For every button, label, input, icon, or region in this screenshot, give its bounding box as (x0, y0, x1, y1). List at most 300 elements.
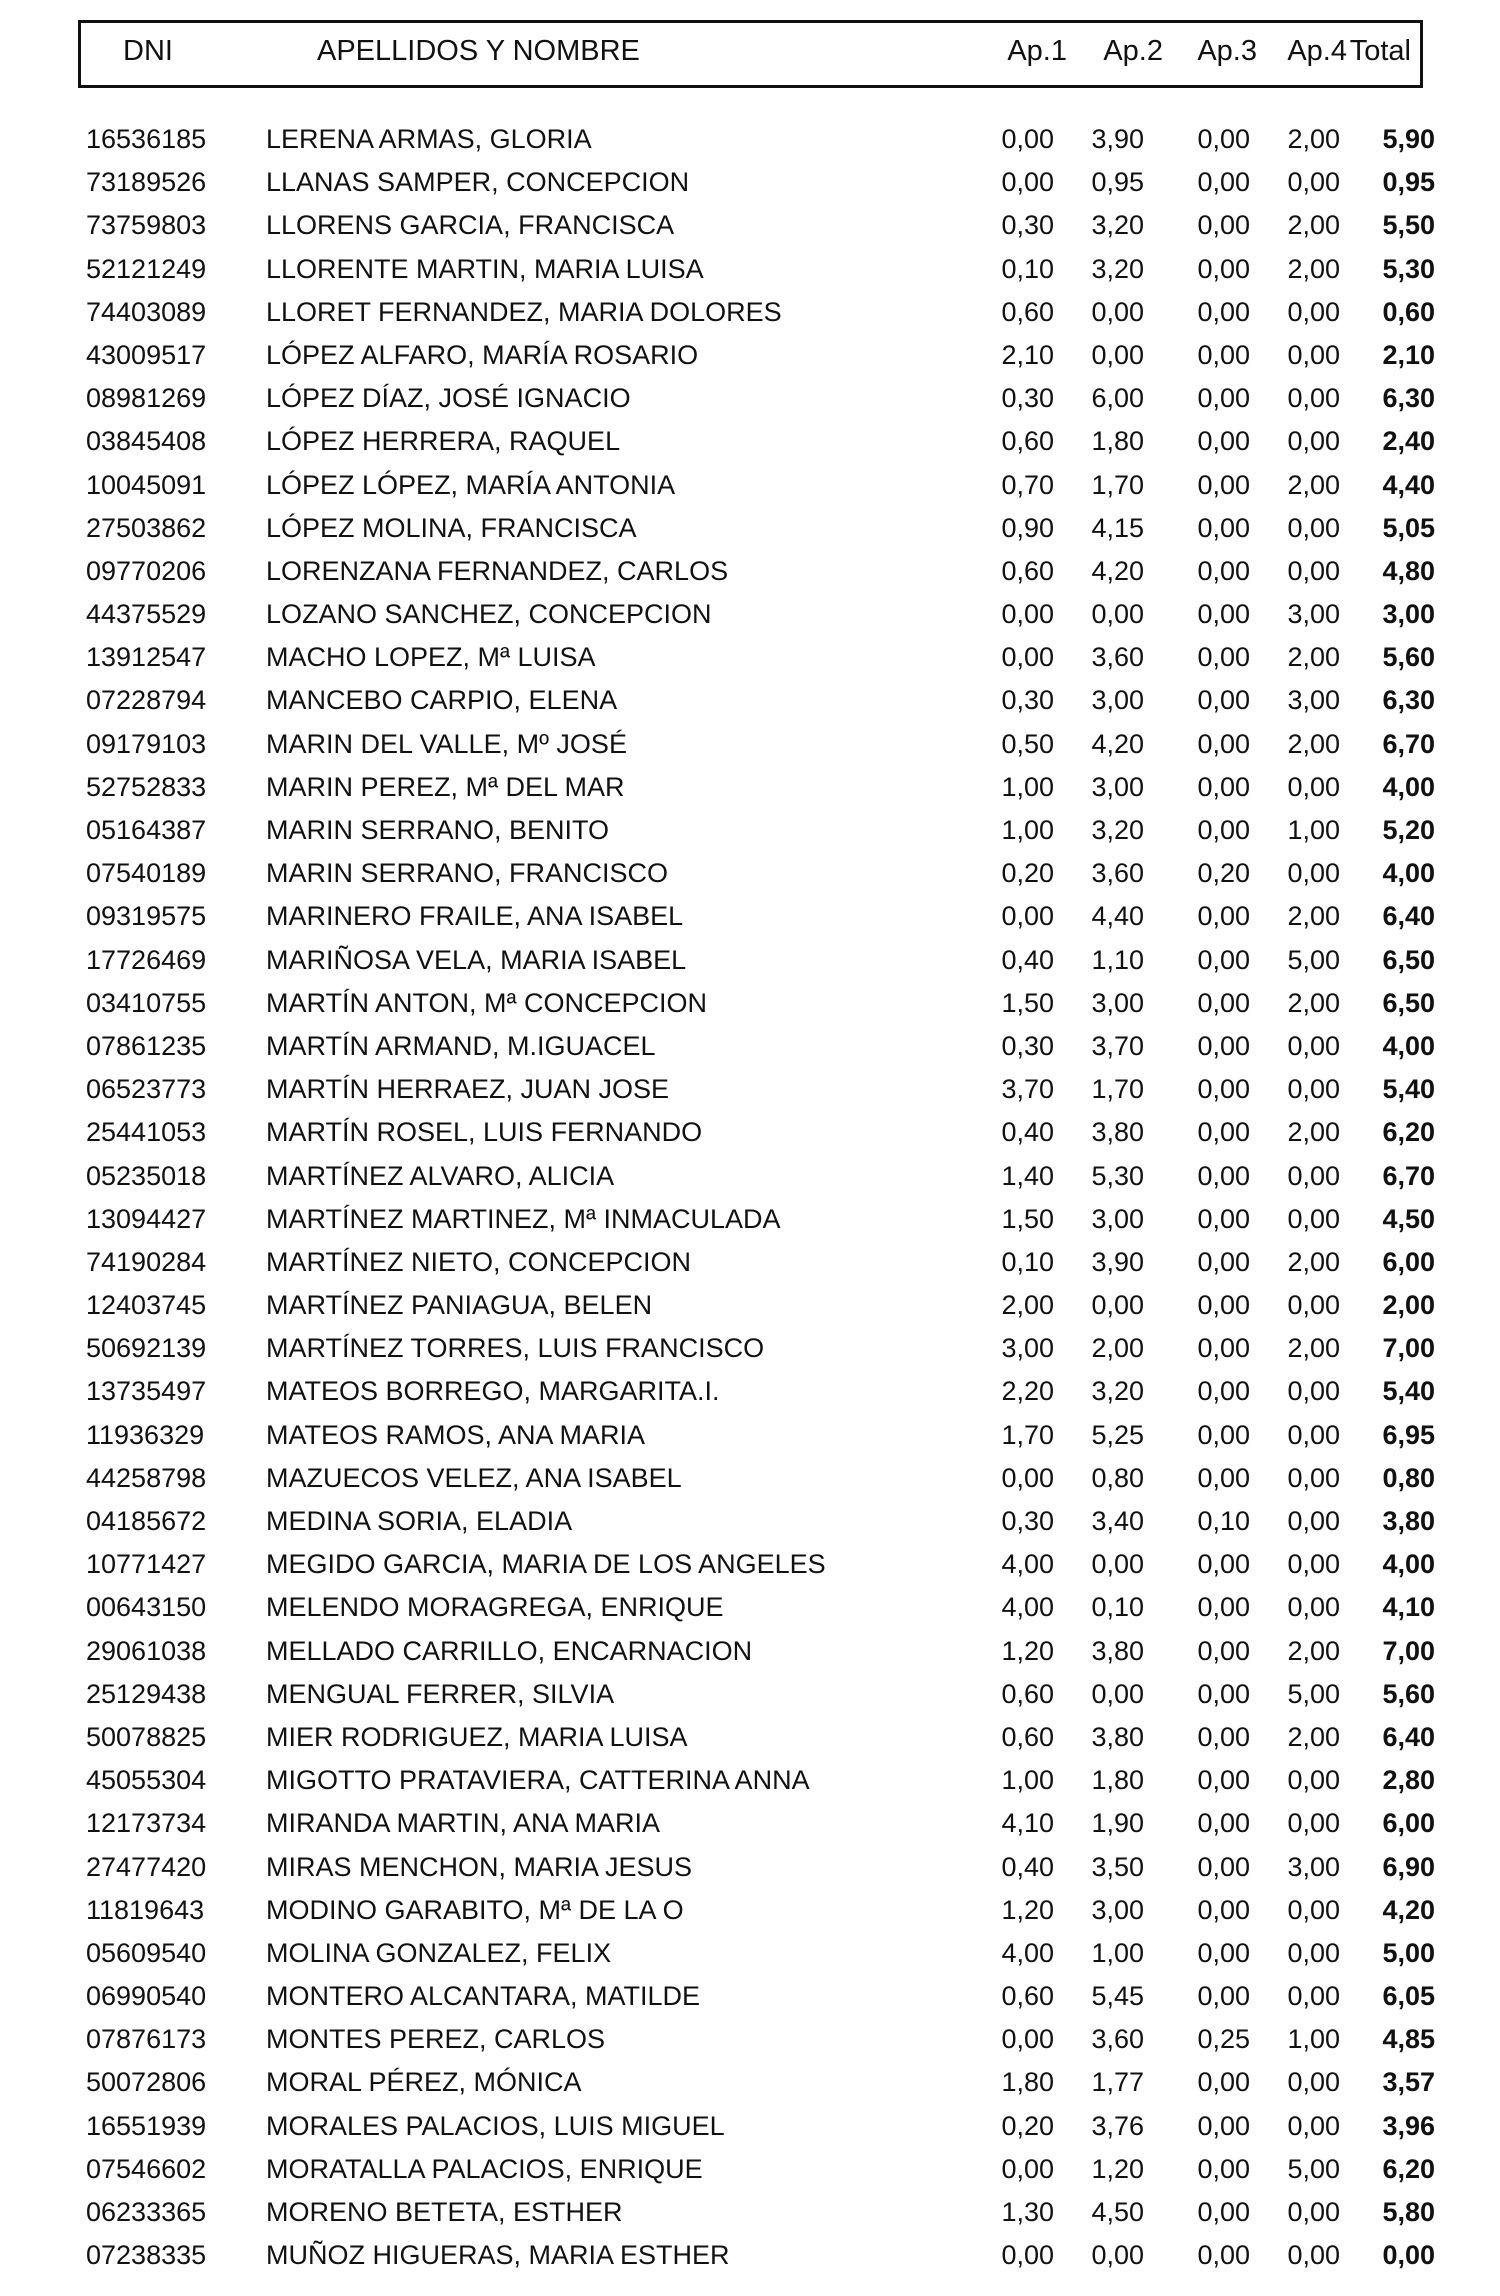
row-dni: 13912547 (86, 642, 207, 673)
row-ap3: 0,00 (1197, 944, 1250, 975)
row-name: MARIN SERRANO, FRANCISCO (266, 858, 669, 889)
table-row (0, 1284, 1500, 1327)
table-row (0, 1155, 1500, 1198)
row-name: MEGIDO GARCIA, MARIA DE LOS ANGELES (266, 1549, 826, 1580)
row-ap2: 0,00 (1091, 599, 1144, 630)
row-name: MAZUECOS VELEZ, ANA ISABEL (266, 1462, 682, 1493)
row-name: MELENDO MORAGREGA, ENRIQUE (266, 1592, 724, 1623)
row-ap3: 0,00 (1197, 469, 1250, 500)
row-ap2: 3,90 (1091, 1246, 1144, 1277)
row-ap2: 3,70 (1091, 1030, 1144, 1061)
row-dni: 50692139 (86, 1333, 207, 1364)
table-row (0, 939, 1500, 982)
row-name: MARTÍNEZ PANIAGUA, BELEN (266, 1290, 653, 1321)
row-ap1: 1,00 (1001, 1765, 1054, 1796)
row-ap3: 0,00 (1197, 1678, 1250, 1709)
row-ap1: 0,10 (1001, 253, 1054, 284)
row-ap2: 1,70 (1091, 1074, 1144, 1105)
row-ap4: 0,00 (1287, 296, 1340, 327)
table-row (0, 420, 1500, 463)
row-ap3: 0,00 (1197, 1203, 1250, 1234)
row-ap4: 2,00 (1287, 642, 1340, 673)
row-ap2: 1,10 (1091, 944, 1144, 975)
row-name: LLORENS GARCIA, FRANCISCA (266, 210, 675, 241)
row-ap2: 3,60 (1091, 858, 1144, 889)
row-ap2: 3,76 (1091, 2110, 1144, 2141)
row-ap4: 1,00 (1287, 815, 1340, 845)
row-ap3: 0,00 (1197, 2110, 1250, 2141)
row-ap3: 0,00 (1197, 2067, 1250, 2098)
table-row (0, 1198, 1500, 1241)
row-ap3: 0,00 (1197, 1333, 1250, 1364)
row-ap4: 0,00 (1287, 1549, 1340, 1580)
row-dni: 10045091 (86, 469, 207, 500)
row-ap2: 3,20 (1091, 253, 1144, 284)
table-row (0, 723, 1500, 766)
row-total: 6,05 (1382, 1981, 1435, 2012)
table-row (0, 1500, 1500, 1543)
row-ap2: 4,40 (1091, 901, 1144, 932)
row-total: 5,40 (1382, 1376, 1435, 1407)
row-name: LORENZANA FERNANDEZ, CARLOS (266, 555, 729, 586)
row-total: 4,50 (1382, 1203, 1435, 1234)
row-ap2: 4,20 (1091, 555, 1144, 586)
row-total: 4,40 (1382, 469, 1435, 500)
row-total: 6,30 (1382, 383, 1435, 414)
row-ap2: 0,00 (1091, 1549, 1144, 1580)
row-dni: 73189526 (86, 167, 207, 198)
row-ap3: 0,00 (1197, 1117, 1250, 1148)
row-dni: 04185672 (86, 1506, 207, 1536)
row-total: 3,57 (1382, 2067, 1435, 2098)
row-name: MATEOS RAMOS, ANA MARIA (266, 1419, 646, 1450)
row-ap3: 0,00 (1197, 771, 1250, 802)
row-ap4: 5,00 (1287, 2153, 1340, 2184)
row-ap1: 0,00 (1001, 642, 1054, 673)
row-ap2: 4,20 (1091, 728, 1144, 759)
row-ap1: 0,30 (1001, 685, 1054, 716)
row-ap4: 0,00 (1287, 1506, 1340, 1536)
row-ap3: 0,00 (1197, 1937, 1250, 1968)
row-total: 5,40 (1382, 1074, 1435, 1105)
row-ap1: 0,00 (1001, 124, 1054, 154)
row-ap3: 0,00 (1197, 685, 1250, 716)
row-name: LLORET FERNANDEZ, MARIA DOLORES (266, 296, 782, 327)
row-name: LÓPEZ LÓPEZ, MARÍA ANTONIA (266, 469, 676, 500)
row-name: MORAL PÉREZ, MÓNICA (266, 2067, 582, 2098)
row-dni: 43009517 (86, 339, 207, 370)
row-ap1: 3,70 (1001, 1074, 1054, 1105)
row-name: MIGOTTO PRATAVIERA, CATTERINA ANNA (266, 1765, 810, 1796)
row-name: MORALES PALACIOS, LUIS MIGUEL (266, 2110, 725, 2141)
row-total: 4,85 (1382, 2024, 1435, 2055)
row-total: 5,90 (1382, 124, 1435, 154)
row-total: 2,40 (1382, 426, 1435, 457)
row-ap4: 2,00 (1287, 1246, 1340, 1277)
row-ap2: 3,00 (1091, 1894, 1144, 1925)
row-name: MIRAS MENCHON, MARIA JESUS (266, 1851, 693, 1882)
row-ap4: 0,00 (1287, 167, 1340, 198)
row-ap4: 2,00 (1287, 469, 1340, 500)
row-ap1: 4,00 (1001, 1937, 1054, 1968)
row-ap3: 0,00 (1197, 1160, 1250, 1191)
row-ap4: 0,00 (1287, 1765, 1340, 1796)
table-row (0, 1716, 1500, 1759)
row-total: 5,60 (1382, 642, 1435, 673)
row-ap1: 0,60 (1001, 1721, 1054, 1752)
row-dni: 03845408 (86, 426, 207, 457)
row-ap2: 3,90 (1091, 124, 1144, 154)
row-ap3: 0,00 (1197, 210, 1250, 241)
row-ap2: 3,00 (1091, 685, 1144, 716)
row-ap3: 0,00 (1197, 815, 1250, 845)
table-row (0, 852, 1500, 895)
row-dni: 29061038 (86, 1635, 207, 1666)
row-ap4: 2,00 (1287, 210, 1340, 241)
row-ap4: 0,00 (1287, 858, 1340, 889)
table-row (0, 1111, 1500, 1154)
row-ap1: 1,50 (1001, 1203, 1054, 1234)
row-name: MONTES PEREZ, CARLOS (266, 2024, 606, 2055)
row-ap2: 2,00 (1091, 1333, 1144, 1364)
header-ap3: Ap.3 (1197, 35, 1257, 67)
row-name: LERENA ARMAS, GLORIA (266, 124, 592, 154)
row-ap2: 3,50 (1091, 1851, 1144, 1882)
row-ap2: 3,00 (1091, 1203, 1144, 1234)
table-row (0, 2105, 1500, 2148)
table-row (0, 679, 1500, 722)
header-ap4: Ap.4 (1287, 35, 1347, 67)
row-ap1: 2,20 (1001, 1376, 1054, 1407)
row-ap3: 0,00 (1197, 1549, 1250, 1580)
row-ap1: 0,20 (1001, 2110, 1054, 2141)
row-dni: 44375529 (86, 599, 207, 630)
row-name: MORATALLA PALACIOS, ENRIQUE (266, 2153, 703, 2184)
row-ap3: 0,00 (1197, 1808, 1250, 1839)
row-total: 6,70 (1382, 728, 1435, 759)
row-ap4: 2,00 (1287, 987, 1340, 1018)
row-ap4: 0,00 (1287, 1981, 1340, 2012)
row-dni: 07861235 (86, 1030, 207, 1061)
table-header (78, 20, 1423, 88)
row-dni: 11936329 (86, 1419, 205, 1450)
row-ap1: 0,00 (1001, 1462, 1054, 1493)
row-total: 4,80 (1382, 555, 1435, 586)
header-ap1: Ap.1 (1007, 35, 1067, 67)
row-ap3: 0,00 (1197, 2240, 1250, 2271)
row-ap1: 4,00 (1001, 1549, 1054, 1580)
row-name: MIRANDA MARTIN, ANA MARIA (266, 1808, 661, 1839)
row-dni: 07540189 (86, 858, 207, 889)
row-name: MONTERO ALCANTARA, MATILDE (266, 1981, 701, 2012)
row-ap4: 2,00 (1287, 728, 1340, 759)
row-ap4: 2,00 (1287, 124, 1340, 154)
row-total: 4,00 (1382, 1030, 1435, 1061)
table-row (0, 1025, 1500, 1068)
row-name: MARIÑOSA VELA, MARIA ISABEL (266, 944, 687, 975)
row-total: 7,00 (1382, 1333, 1435, 1364)
row-dni: 45055304 (86, 1765, 207, 1796)
table-row (0, 2061, 1500, 2104)
row-ap1: 1,20 (1001, 1894, 1054, 1925)
row-ap3: 0,10 (1197, 1506, 1250, 1536)
row-ap3: 0,00 (1197, 642, 1250, 673)
row-ap1: 0,00 (1001, 2024, 1054, 2055)
row-ap1: 0,30 (1001, 210, 1054, 241)
row-ap1: 2,10 (1001, 339, 1054, 370)
row-ap3: 0,00 (1197, 2153, 1250, 2184)
row-dni: 05235018 (86, 1160, 207, 1191)
row-ap1: 0,10 (1001, 1246, 1054, 1277)
row-ap3: 0,00 (1197, 1981, 1250, 2012)
row-ap3: 0,00 (1197, 901, 1250, 932)
table-row (0, 1414, 1500, 1457)
row-ap3: 0,25 (1197, 2024, 1250, 2055)
row-ap4: 0,00 (1287, 1592, 1340, 1623)
table-row (0, 1932, 1500, 1975)
row-ap3: 0,00 (1197, 1765, 1250, 1796)
table-row (0, 161, 1500, 204)
row-dni: 08981269 (86, 383, 207, 414)
row-ap4: 2,00 (1287, 901, 1340, 932)
row-name: MARIN SERRANO, BENITO (266, 815, 610, 845)
row-dni: 09770206 (86, 555, 207, 586)
row-ap2: 3,80 (1091, 1117, 1144, 1148)
row-ap2: 0,00 (1091, 1290, 1144, 1321)
row-dni: 10771427 (86, 1549, 207, 1580)
row-name: MORENO BETETA, ESTHER (266, 2197, 623, 2227)
row-ap1: 0,00 (1001, 2153, 1054, 2184)
row-total: 0,00 (1382, 2240, 1435, 2271)
row-total: 6,00 (1382, 1246, 1435, 1277)
table-row (0, 1370, 1500, 1413)
row-total: 3,80 (1382, 1506, 1435, 1536)
row-ap1: 0,00 (1001, 599, 1054, 630)
row-total: 4,00 (1382, 771, 1435, 802)
row-dni: 27477420 (86, 1851, 207, 1882)
table-row (0, 1457, 1500, 1500)
row-name: MARTÍN ANTON, Mª CONCEPCION (266, 987, 708, 1018)
row-ap3: 0,00 (1197, 1851, 1250, 1882)
row-name: LÓPEZ ALFARO, MARÍA ROSARIO (266, 339, 699, 370)
row-ap3: 0,00 (1197, 124, 1250, 154)
row-ap2: 1,90 (1091, 1808, 1144, 1839)
table-row (0, 1802, 1500, 1845)
row-name: MODINO GARABITO, Mª DE LA O (266, 1894, 684, 1925)
table-row (0, 1846, 1500, 1889)
row-ap2: 1,20 (1091, 2153, 1144, 2184)
row-total: 5,50 (1382, 210, 1435, 241)
row-total: 6,50 (1382, 987, 1435, 1018)
row-ap1: 0,40 (1001, 944, 1054, 975)
row-ap4: 0,00 (1287, 1808, 1340, 1839)
row-name: MEDINA SORIA, ELADIA (266, 1506, 573, 1536)
table-row (0, 291, 1500, 334)
row-dni: 50078825 (86, 1721, 207, 1752)
row-ap2: 0,00 (1091, 296, 1144, 327)
table-row (0, 982, 1500, 1025)
row-ap1: 0,30 (1001, 1030, 1054, 1061)
row-ap3: 0,00 (1197, 1074, 1250, 1105)
row-ap2: 6,00 (1091, 383, 1144, 414)
table-row (0, 464, 1500, 507)
row-ap4: 2,00 (1287, 1721, 1340, 1752)
row-name: MARTÍN HERRAEZ, JUAN JOSE (266, 1074, 670, 1105)
row-name: LÓPEZ DÍAZ, JOSÉ IGNACIO (266, 383, 631, 414)
row-ap4: 2,00 (1287, 253, 1340, 284)
table-row (0, 334, 1500, 377)
row-ap2: 3,20 (1091, 815, 1144, 845)
row-ap1: 0,00 (1001, 901, 1054, 932)
row-ap3: 0,00 (1197, 1030, 1250, 1061)
row-ap4: 0,00 (1287, 1894, 1340, 1925)
table-row (0, 809, 1500, 852)
row-dni: 74190284 (86, 1246, 207, 1277)
row-ap4: 5,00 (1287, 944, 1340, 975)
row-total: 4,00 (1382, 1549, 1435, 1580)
row-ap2: 5,45 (1091, 1981, 1144, 2012)
row-ap4: 1,00 (1287, 2024, 1340, 2055)
row-dni: 07546602 (86, 2153, 207, 2184)
header-dni: DNI (123, 35, 173, 67)
table-row (0, 550, 1500, 593)
row-ap4: 3,00 (1287, 685, 1340, 716)
row-ap2: 0,80 (1091, 1462, 1144, 1493)
row-name: MARINERO FRAILE, ANA ISABEL (266, 901, 684, 932)
row-ap3: 0,00 (1197, 1246, 1250, 1277)
table-row (0, 1673, 1500, 1716)
row-name: MARIN DEL VALLE, Mº JOSÉ (266, 728, 627, 759)
row-ap4: 2,00 (1287, 1635, 1340, 1666)
row-total: 6,40 (1382, 901, 1435, 932)
row-ap1: 1,50 (1001, 987, 1054, 1018)
row-dni: 74403089 (86, 296, 207, 327)
row-ap3: 0,00 (1197, 339, 1250, 370)
row-ap3: 0,00 (1197, 599, 1250, 630)
row-ap2: 0,00 (1091, 339, 1144, 370)
row-name: LLANAS SAMPER, CONCEPCION (266, 167, 690, 198)
row-name: MARTÍN ARMAND, M.IGUACEL (266, 1030, 656, 1061)
row-ap4: 0,00 (1287, 1030, 1340, 1061)
row-ap3: 0,00 (1197, 555, 1250, 586)
row-ap1: 1,40 (1001, 1160, 1054, 1191)
row-ap3: 0,00 (1197, 1376, 1250, 1407)
row-dni: 05164387 (86, 815, 207, 845)
row-total: 5,05 (1382, 512, 1435, 543)
row-dni: 03410755 (86, 987, 207, 1018)
table-row (0, 1975, 1500, 2018)
row-ap3: 0,00 (1197, 1462, 1250, 1493)
row-name: MARTÍNEZ MARTINEZ, Mª INMACULADA (266, 1203, 781, 1234)
row-total: 5,00 (1382, 1937, 1435, 1968)
row-ap4: 0,00 (1287, 1419, 1340, 1450)
row-name: MOLINA GONZALEZ, FELIX (266, 1937, 612, 1968)
table-row (0, 636, 1500, 679)
row-ap2: 0,00 (1091, 1678, 1144, 1709)
table-row (0, 248, 1500, 291)
row-name: LÓPEZ MOLINA, FRANCISCA (266, 512, 637, 543)
row-ap1: 1,20 (1001, 1635, 1054, 1666)
row-ap1: 0,30 (1001, 383, 1054, 414)
row-ap4: 5,00 (1287, 1678, 1340, 1709)
row-ap2: 0,00 (1091, 2240, 1144, 2271)
row-ap4: 0,00 (1287, 2110, 1340, 2141)
row-ap1: 4,00 (1001, 1592, 1054, 1623)
row-ap1: 0,60 (1001, 1981, 1054, 2012)
row-name: MARIN PEREZ, Mª DEL MAR (266, 771, 625, 802)
row-ap3: 0,00 (1197, 2197, 1250, 2227)
row-ap4: 0,00 (1287, 555, 1340, 586)
row-ap4: 0,00 (1287, 2067, 1340, 2098)
row-dni: 50072806 (86, 2067, 207, 2098)
row-ap1: 0,50 (1001, 728, 1054, 759)
row-name: MUÑOZ HIGUERAS, MARIA ESTHER (266, 2240, 730, 2271)
row-ap3: 0,20 (1197, 858, 1250, 889)
row-ap4: 0,00 (1287, 771, 1340, 802)
table-row (0, 895, 1500, 938)
row-ap2: 0,95 (1091, 167, 1144, 198)
table-row (0, 1241, 1500, 1284)
table-row (0, 2018, 1500, 2061)
row-dni: 25129438 (86, 1678, 207, 1709)
row-dni: 09319575 (86, 901, 207, 932)
row-ap1: 0,40 (1001, 1117, 1054, 1148)
row-ap4: 0,00 (1287, 2240, 1340, 2271)
table-row (0, 1543, 1500, 1586)
row-total: 2,00 (1382, 1290, 1435, 1321)
row-ap1: 0,00 (1001, 2240, 1054, 2271)
row-ap1: 1,00 (1001, 815, 1054, 845)
table-row (0, 1759, 1500, 1802)
table-row (0, 1889, 1500, 1932)
row-ap1: 2,00 (1001, 1290, 1054, 1321)
table-row (0, 2234, 1500, 2277)
row-ap4: 0,00 (1287, 1937, 1340, 1968)
row-ap2: 3,40 (1091, 1506, 1144, 1536)
row-ap1: 0,60 (1001, 1678, 1054, 1709)
row-ap3: 0,00 (1197, 426, 1250, 457)
row-ap1: 0,70 (1001, 469, 1054, 500)
row-name: LLORENTE MARTIN, MARIA LUISA (266, 253, 704, 284)
row-ap2: 4,15 (1091, 512, 1144, 543)
row-ap3: 0,00 (1197, 253, 1250, 284)
row-ap1: 1,00 (1001, 771, 1054, 802)
table-row (0, 593, 1500, 636)
row-total: 6,30 (1382, 685, 1435, 716)
row-ap2: 1,70 (1091, 469, 1144, 500)
row-ap1: 0,60 (1001, 555, 1054, 586)
row-dni: 11819643 (86, 1894, 205, 1925)
row-total: 5,30 (1382, 253, 1435, 284)
row-name: MATEOS BORREGO, MARGARITA.I. (266, 1376, 720, 1407)
row-ap3: 0,00 (1197, 1635, 1250, 1666)
table-row (0, 507, 1500, 550)
row-ap4: 3,00 (1287, 1851, 1340, 1882)
row-dni: 07876173 (86, 2024, 207, 2055)
row-total: 3,00 (1382, 599, 1435, 630)
row-ap1: 3,00 (1001, 1333, 1054, 1364)
row-total: 3,96 (1382, 2110, 1435, 2141)
row-dni: 16536185 (86, 124, 207, 154)
row-ap2: 1,77 (1091, 2067, 1144, 2098)
row-name: MARTÍNEZ NIETO, CONCEPCION (266, 1246, 692, 1277)
row-ap1: 0,40 (1001, 1851, 1054, 1882)
row-ap4: 0,00 (1287, 512, 1340, 543)
row-ap3: 0,00 (1197, 296, 1250, 327)
row-ap1: 0,30 (1001, 1506, 1054, 1536)
row-ap4: 0,00 (1287, 1074, 1340, 1105)
row-ap1: 4,10 (1001, 1808, 1054, 1839)
